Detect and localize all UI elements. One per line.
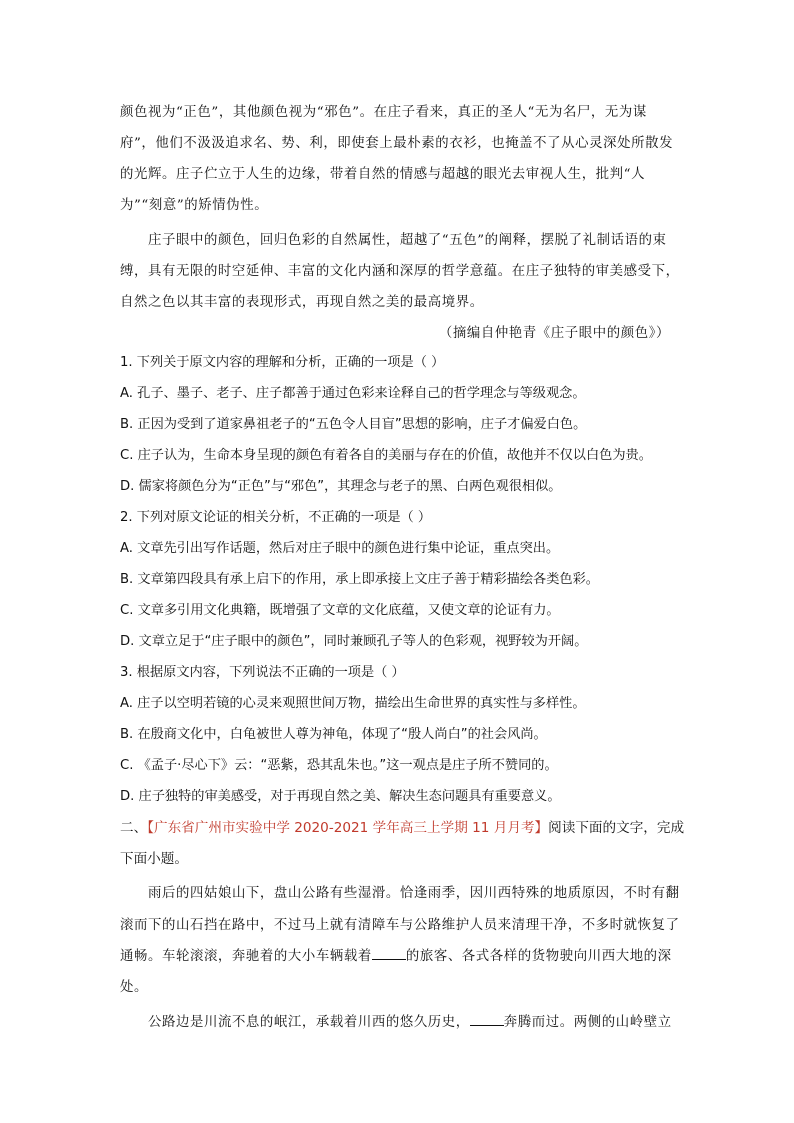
question-2-option-d: D. 文章立足于“庄子眼中的颜色”，同时兼顾孔子等人的色彩观，视野较为开阔。 (120, 634, 588, 649)
passage2-p1-line-3 (120, 941, 672, 972)
passage2-p2-before: 公路边是川流不息的岷江，承载着川西的悠久历史， (148, 1015, 470, 1030)
question-2-option-c: C. 文章多引用文化典籍，既增强了文章的文化底蕴，又使文章的论证有力。 (120, 603, 560, 618)
fill-in-blank-1 (372, 945, 406, 960)
question-3-stem: 3. 根据原文内容，下列说法不正确的一项是（ ） (120, 665, 405, 680)
passage1-p2-line-1: 庄子眼中的颜色，回归色彩的自然属性，超越了“五色”的阐释，摆脱了礼制话语的束 (148, 233, 667, 248)
passage1-p1-line-1: 颜色视为“正色”，其他颜色视为“邪色”。在庄子看来，真正的圣人“无为名尸，无为谋 (120, 105, 647, 120)
section-2-instruction: 阅读下面的文字，完成 (548, 820, 685, 836)
passage2-p2-after: 奔腾而过。两侧的山岭壁立 (503, 1015, 672, 1030)
question-2-stem: 2. 下列对原文论证的相关分析，不正确的一项是（ ） (120, 510, 432, 525)
passage2-p1-line-3-before: 通畅。车轮滚滚，奔驰着的大小车辆载着 (120, 949, 372, 964)
passage2-p1-line-3-after: 的旅客、各式各样的货物驶向川西大地的深 (405, 949, 672, 964)
question-1-option-d: D. 儒家将颜色分为“正色”与“邪色”，其理念与老子的黑、白两色观很相似。 (120, 479, 562, 494)
section-2-prefix: 二、 (120, 820, 148, 836)
passage2-p1-line-2: 滚而下的山石挡在路中，不过马上就有清障车与公路维护人员来清理干净，不多时就恢复了 (120, 918, 680, 933)
passage1-source: （摘编自仲艳青《庄子眼中的颜色》） (438, 326, 670, 341)
passage2-p1-line-1: 雨后的四姑娘山下，盘山公路有些湿滑。恰逢雨季，因川西特殊的地质原因，不时有翻 (148, 886, 680, 901)
question-1-option-b: B. 正因为受到了道家鼻祖老子的“五色令人目盲”思想的影响，庄子才偏爱白色。 (120, 417, 587, 432)
question-3-option-a: A. 庄子以空明若镜的心灵来观照世间万物，描绘出生命世界的真实性与多样性。 (120, 696, 586, 711)
passage1-p1-line-4: 为”“刻意”的矫情伪性。 (120, 198, 269, 213)
question-1-option-a: A. 孔子、墨子、老子、庄子都善于通过色彩来诠释自己的哲学理念与等级观念。 (120, 386, 586, 401)
section-2-heading (120, 813, 684, 844)
passage1-p1-line-3: 的光辉。庄子伫立于人生的边缘，带着自然的情感与超越的眼光去审视人生，批判“人 (120, 167, 646, 182)
question-2-option-a: A. 文章先引出写作话题，然后对庄子眼中的颜色进行集中论证，重点突出。 (120, 541, 560, 556)
passage2-p2-line-1 (148, 1007, 672, 1038)
passage2-p1-line-4: 处。 (120, 980, 148, 995)
passage1-p1-line-2: 府”，他们不汲汲追求名、势、利，即使套上最朴素的衣衫，也掩盖不了从心灵深处所散发 (120, 136, 674, 151)
question-3-option-c: C. 《孟子·尽心下》云：“恶紫，恐其乱朱也。”这一观点是庄子所不赞同的。 (120, 758, 558, 773)
fill-in-blank-2 (470, 1011, 504, 1026)
passage1-p2-line-2: 缚，具有无限的时空延伸、丰富的文化内涵和深厚的哲学意蕴。在庄子独特的审美感受下， (120, 264, 680, 279)
question-3-option-d: D. 庄子独特的审美感受，对于再现自然之美、解决生态问题具有重要意义。 (120, 789, 561, 804)
question-1-stem: 1. 下列关于原文内容的理解和分析，正确的一项是（ ） (120, 355, 445, 370)
question-3-option-b: B. 在殷商文化中，白龟被世人尊为神龟，体现了“殷人尚白”的社会风尚。 (120, 727, 547, 742)
passage1-p2-line-3: 自然之色以其丰富的表现形式，再现自然之美的最高境界。 (120, 295, 484, 310)
section-2-instruction-line-2: 下面小题。 (120, 851, 188, 867)
section-2-source-tag: 【广东省广州市实验中学 2020-2021 学年高三上学期 11 月月考】 (147, 820, 549, 836)
question-1-option-c: C. 庄子认为，生命本身呈现的颜色有着各自的美丽与存在的价值，故他并不仅以白色为贵。 (120, 448, 652, 463)
question-2-option-b: B. 文章第四段具有承上启下的作用，承上即承接上文庄子善于精彩描绘各类色彩。 (120, 572, 599, 587)
